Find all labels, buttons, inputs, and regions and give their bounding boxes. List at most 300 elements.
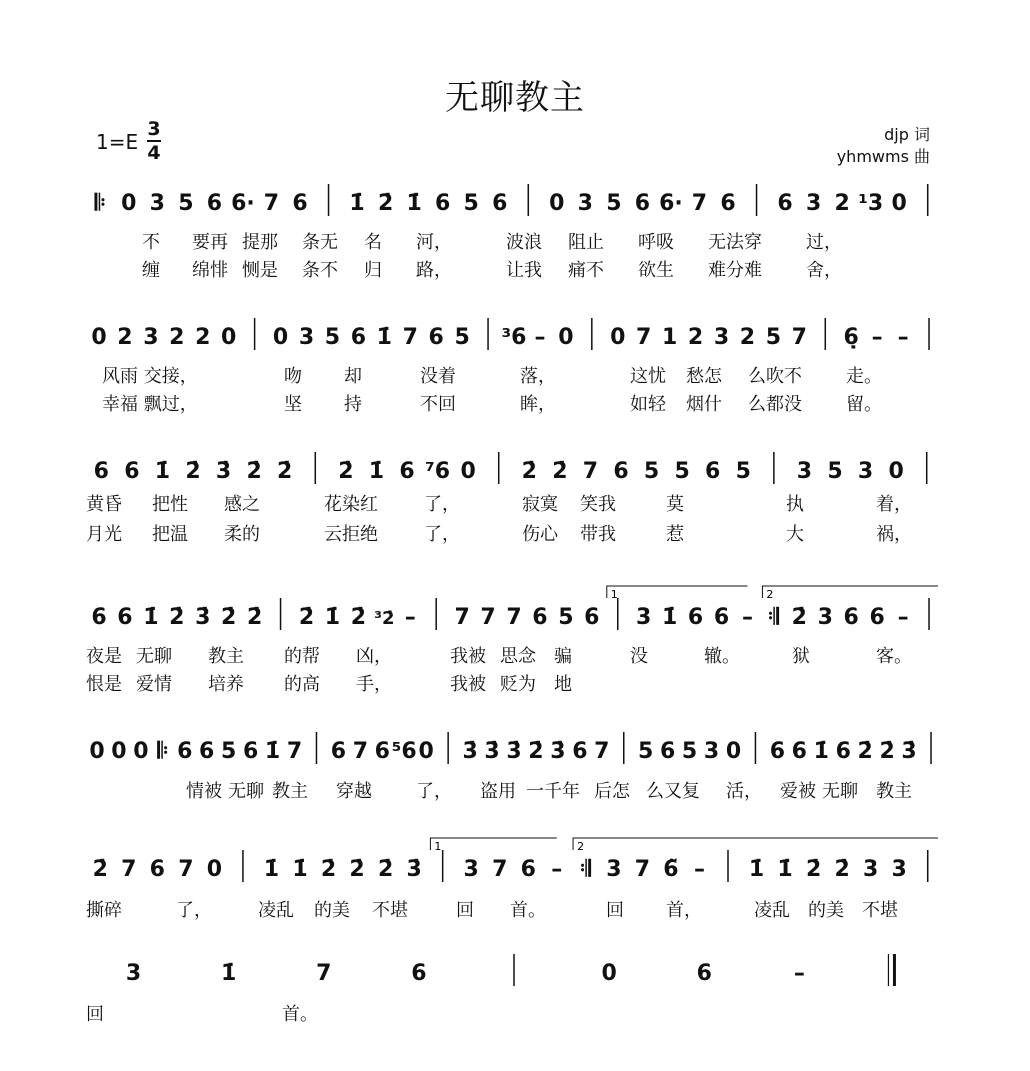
note: 3 [463,857,479,882]
lyric-word: 过， [806,232,842,253]
note: 3̇ [484,739,500,764]
note: 6· [231,191,255,216]
note: 7 [454,605,470,630]
note: 0 [418,739,434,764]
note: – [871,325,883,350]
lyric-word: 阻止 [568,232,604,253]
note: 2 [117,325,133,350]
note: 6 [93,459,109,484]
lyric-word: 爱被 [780,781,816,802]
lyric-word: 么又复 [646,781,700,802]
volta-number: 1 [610,588,618,601]
note: 1̇ [154,459,171,484]
note: 6 [177,739,193,764]
notation-staff [86,840,942,890]
volta-bracket [430,838,556,850]
notation-staff [86,728,942,772]
note: 6 [91,605,107,630]
note: 6 [835,739,851,764]
note: 6 [584,605,600,630]
lyric-word: 爱情 [136,674,172,695]
notation-row [86,314,942,358]
note: 3 [149,191,165,216]
lyric-word: 贬为 [500,674,536,695]
lyric-word: 柔的 [224,524,260,545]
note: 3̇ [195,605,211,630]
note: 6 [869,605,885,630]
note: 1̇ [777,857,793,882]
lyric-word: 么吹不 [748,366,802,387]
lyric-word: 大 [786,524,804,545]
lyric-word: 烟什 [686,394,722,415]
lyric-word: 波浪 [506,232,542,253]
lyric-word: 这忧 [630,366,666,387]
note: 0 [272,325,289,350]
note: 7 [121,857,137,882]
note: 7 [178,857,194,882]
note: 2̇ [320,857,337,882]
volta-number: 2 [577,840,585,853]
lyric-word: 辙。 [704,646,740,667]
lyric-word: 不堪 [372,900,408,921]
lyric-word: 月光 [86,524,122,545]
note: 3 [805,191,822,216]
note: 6 [124,459,140,484]
lyric-word: 难分难 [708,260,762,281]
lyric-word: 幸福 飘过， [102,394,198,415]
lyric-line [86,362,942,386]
note: 3̇ [550,739,566,764]
lyric-word: 撕碎 [86,900,122,921]
note: ¹3 [858,191,884,216]
lyric-word: 舍， [806,260,842,281]
notation-staff [86,588,942,638]
note: 7 [506,605,522,630]
lyric-word: 让我 [506,260,542,281]
lyric-line [86,642,942,666]
note: 3 [857,459,874,484]
time-signature [146,118,162,164]
note: 3 [606,857,622,882]
lyric-word: 眸， [520,394,556,415]
note: 0 [558,325,574,350]
lyric-word: 了， [424,524,460,545]
lyric-word: 走。 [846,366,882,387]
note: 5 [827,459,843,484]
note: 6· [659,191,683,216]
note: 2̇ [92,857,108,882]
notation-row [86,588,942,638]
note: 0 [601,961,617,986]
note: 0 [121,191,137,216]
note: – [793,961,805,986]
note: 5 [765,325,782,350]
lyric-word: 教主 [876,781,912,802]
note: 2 [169,325,185,350]
time-signature-top: 3 [147,118,161,140]
lyric-word: 缠 [142,260,160,281]
note: 1̇ [376,325,392,350]
note: 0 [888,459,904,484]
notation-staff [86,950,942,994]
lyric-word: 留。 [846,394,882,415]
lyric-word: 地 [554,674,572,695]
lyric-line [86,520,942,544]
repeat-sign: 𝄆 [157,739,169,764]
note: 2 [195,325,211,350]
lyric-word: 莫 [666,494,684,515]
note: 6 [777,191,793,216]
note: 0 [89,739,105,764]
note: 6 [634,191,651,216]
notation-row [86,180,942,224]
note: 2̇ [377,191,394,216]
lyric-word: 持 [344,394,362,415]
note: 2 [687,325,704,350]
note: 6 [791,739,807,764]
note: 7 [352,739,369,764]
note: 1̇ [263,857,280,882]
lyric-word: 凶， [356,646,392,667]
note: ⁵6 [391,739,417,764]
note: 5 [454,325,470,350]
note: 6 [292,191,308,216]
lyric-word: 首。 [510,900,546,921]
note: 2̇ [521,459,537,484]
note: 6 [532,605,548,630]
lyric-word: 回 [606,900,624,921]
lyric-word: 把温 [152,524,188,545]
lyric-word: 回 [456,900,474,921]
lyric-word: 笑我 [580,494,616,515]
note: 1̇ [324,605,341,630]
lyric-word: 绵悱 [192,260,228,281]
notation-row [86,448,942,492]
lyric-word: 伤心 [522,524,558,545]
note: 6 [613,459,629,484]
lyric-word: 痛不 [568,260,604,281]
lyric-word: 凌乱 [754,900,790,921]
note: 2̇ [857,739,873,764]
lyric-word: 不堪 [862,900,898,921]
lyric-word: 手， [356,674,392,695]
note: 3 [713,325,730,350]
note: 6 [572,739,588,764]
note: – [693,857,705,882]
note: 7 [492,857,508,882]
note: 5 [558,605,574,630]
note: – [741,605,753,630]
note: 1̇ [221,961,237,986]
note: 2̇ [246,459,262,484]
volta-number: 1 [434,840,442,853]
notation-row [86,728,942,772]
lyric-word: 带我 [580,524,616,545]
note: 6 [149,857,165,882]
lyric-word: 寂寞 [522,494,558,515]
note: 6 [199,739,215,764]
note: 5 [735,459,751,484]
lyric-word: 呼吸 [638,232,674,253]
lyric-word: 骗 [554,646,572,667]
lyric-line [86,256,942,280]
note: 7 [594,739,610,764]
lyric-line [86,490,942,514]
notation-row [86,840,942,890]
lyric-word: 欲生 [638,260,674,281]
note: 5 [221,739,237,764]
note: 1̇ [748,857,765,882]
note: 6 [720,191,736,216]
repeat-sign: 𝄆 [94,191,106,216]
note: 6 [117,605,133,630]
note: 6 [705,459,721,484]
lyric-word: 了， [424,494,460,515]
lyric-line [86,390,942,414]
notation-staff [86,448,942,492]
note: 5 [606,191,622,216]
note: 2 [739,325,756,350]
note: 6 [520,857,536,882]
note: 6 [411,961,427,986]
note: 1̇ [813,739,829,764]
lyric-word: 后怎 [594,781,630,802]
note: 6 [713,605,730,630]
lyric-word: 云拒绝 [324,524,378,545]
note: 6 [350,325,367,350]
note: 7 [316,961,332,986]
lyric-word: 的高 [284,674,320,695]
note: 2̇ [349,857,365,882]
lyric-word: 坚 [284,394,302,415]
volta-bracket [762,586,938,598]
note: 2̇ [221,605,237,630]
note: 6 [492,191,508,216]
song-title: 无聊教主 [445,78,585,118]
lyric-word: 盗用 [480,781,516,802]
lyric-word: 无聊 [136,646,172,667]
notation-row [86,950,942,994]
note: 3 [143,325,159,350]
note: 7 [582,459,599,484]
note: 6 [435,191,451,216]
volta-number: 2 [766,588,774,601]
lyric-word: 恨是 [86,674,122,695]
note: 3 [817,605,833,630]
note: 2̇ [298,605,315,630]
note: 3̇ [406,857,422,882]
lyric-line [86,777,942,801]
lyric-word: 没着 [420,366,456,387]
lyric-word: 的帮 [284,646,320,667]
note: 7 [636,325,652,350]
note: 3 [891,857,907,882]
lyric-word: 把性 [152,494,188,515]
key-signature: 1=E [96,130,139,154]
lyric-word: 不 [142,232,160,253]
note: 6 [374,739,390,764]
lyric-word: 一千年 [526,781,580,802]
note: 2̇ [528,739,544,764]
lyric-word: 河， [416,232,452,253]
lyric-word: 我被 [450,646,486,667]
lyric-word: 首。 [282,1004,318,1025]
note: 5 [178,191,194,216]
lyric-word: 我被 [450,674,486,695]
note: 7 [402,325,418,350]
lyric-word: 了， [176,900,212,921]
note: 6̣ [843,325,859,350]
lyric-line [86,1000,942,1024]
note: 0 [111,739,127,764]
lyric-word: 风雨 交接， [102,366,198,387]
lyric-word: 活， [726,781,762,802]
note: 5 [674,459,690,484]
note: 2̇ [805,857,822,882]
note: 2̇ [791,605,807,630]
lyric-word: 教主 [272,781,308,802]
note: 2̇ [377,857,394,882]
lyric-word: 要再 [192,232,228,253]
note: 6 [206,191,223,216]
volta-bracket [573,838,938,850]
lyric-word: 无聊 [822,781,858,802]
note: 3 [125,961,142,986]
note: – [534,325,546,350]
note: 0 [91,325,107,350]
note: 1̇ [292,857,308,882]
note: 7 [286,739,303,764]
lyric-line [86,228,942,252]
lyric-word: 愁怎 [686,366,722,387]
note: 6 [769,739,786,764]
lyric-word: 条无 [302,232,338,253]
note: 7 [691,191,708,216]
lyric-word: 花染红 [324,494,378,515]
note: 6 [696,961,712,986]
note: 2̇ [879,739,895,764]
note: 0 [549,191,565,216]
note: 3 [796,459,813,484]
note: – [404,605,416,630]
lyric-word: 穿越 [336,781,372,802]
note: 1̇ [406,191,422,216]
note: ³6 [501,325,527,350]
note: 0 [725,739,742,764]
note: 6 [399,459,415,484]
lyric-word: 无法穿 [708,232,762,253]
lyric-word: 回 [86,1004,104,1025]
note: ³2̇ [374,608,395,629]
lyric-line [86,670,942,694]
note: 7 [263,191,280,216]
note: 3 [298,325,315,350]
note: 5 [681,739,698,764]
lyric-word: 条不 [302,260,338,281]
note: – [897,605,909,630]
lyric-word: 却 [344,366,362,387]
lyric-word: 感之 [224,494,260,515]
note: 3 [703,739,720,764]
lyric-word: 提那 [242,232,278,253]
note: ⁷6 [425,459,451,484]
lyric-word: 培养 [208,674,244,695]
time-signature-bottom: 4 [147,142,161,164]
note: 6 [843,605,859,630]
lyric-word: 祸， [876,524,912,545]
composer-credit: yhmwms 曲 [836,147,930,166]
lyric-word: 恻是 [242,260,278,281]
repeat-sign: 𝄇 [579,857,591,882]
note: 0 [221,325,237,350]
lyric-word: 无聊 [228,781,264,802]
note: 3̇ [901,739,917,764]
lyric-word: 惹 [666,524,684,545]
note: 3̇ [215,459,232,484]
lyric-word: 归 [364,260,382,281]
volta-bracket [607,586,748,598]
lyric-word: 执 [786,494,804,515]
lyric-word: 吻 [284,366,302,387]
lyric-word: 落， [520,366,556,387]
note: 2̇ [552,459,568,484]
lyricist-credit: djp 词 [884,125,930,144]
lyric-word: 狱 [792,646,810,667]
notation-staff [86,180,942,224]
note: 1̇ [143,605,159,630]
lyric-word: 么都没 [748,394,802,415]
note: 0 [460,459,476,484]
lyric-word: 路， [416,260,452,281]
lyric-word: 如轻 [630,394,666,415]
note: 2̇ [338,459,354,484]
note: 3 [577,191,593,216]
note: 2̇ [834,857,850,882]
lyric-word: 的美 [314,900,350,921]
note: 1̇ [349,191,365,216]
note: 6 [687,605,704,630]
lyric-word: 黄昏 [86,494,122,515]
note: 6 [428,325,444,350]
lyric-word: 名 [364,232,382,253]
note: 6̃ [663,857,679,882]
note: 5 [324,325,341,350]
note: 0 [891,191,907,216]
note: 3 [636,605,652,630]
note: 2̇ [277,459,293,484]
lyric-word: 凌乱 [258,900,294,921]
lyric-word: 的美 [808,900,844,921]
lyric-word: 思念 [500,646,536,667]
lyric-word: 着， [876,494,912,515]
note: 1̇ [264,739,281,764]
note: 2̇ [246,605,263,630]
note: 5 [463,191,479,216]
note: 1̇ [661,605,678,630]
note: 3 [863,857,879,882]
note: 6 [330,739,347,764]
note: 7 [480,605,496,630]
note: – [551,857,563,882]
note: 7 [634,857,651,882]
lyric-line [86,896,942,920]
lyric-word: 了， [416,781,452,802]
note: 3̇ [506,739,522,764]
lyric-word: 不回 [420,394,456,415]
note: 3̇ [462,739,478,764]
note: 0 [133,739,149,764]
note: 1 [661,325,678,350]
